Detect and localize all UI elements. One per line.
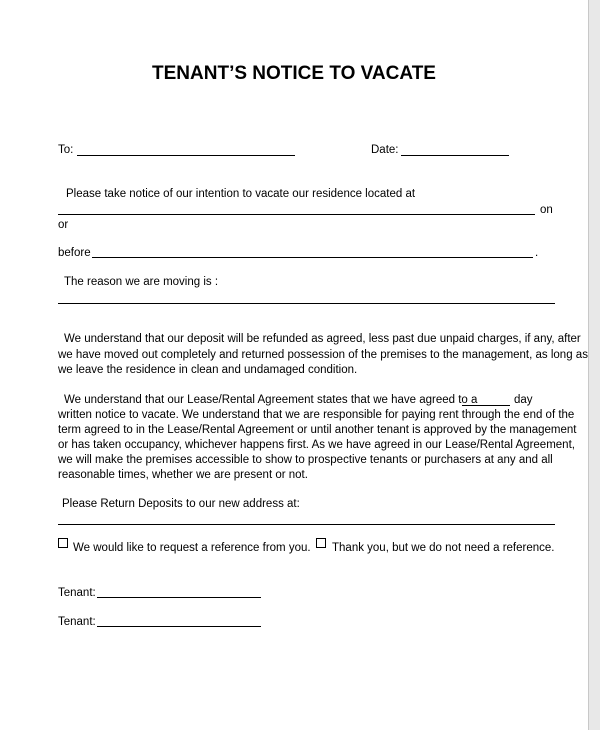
tenant-signature-field[interactable]	[97, 583, 261, 598]
on-label: on	[540, 204, 553, 216]
document-title: TENANT’S NOTICE TO VACATE	[152, 63, 436, 84]
no-reference-label: Thank you, but we do not need a reference.	[332, 542, 555, 554]
deposit-paragraph-line: we leave the residence in clean and undamaged condition.	[58, 364, 358, 376]
to-field[interactable]	[77, 141, 295, 156]
tenant-label: Tenant:	[58, 587, 96, 599]
return-deposit-label: Please Return Deposits to our new address at:	[62, 498, 300, 510]
before-label: before	[58, 247, 91, 259]
period: .	[535, 247, 539, 259]
lease-paragraph-line: we will make the premises accessible to show to prospective tenants or purchasers at any and all	[58, 454, 553, 466]
tenant-label: Tenant:	[58, 616, 96, 628]
tenant-signature-field[interactable]	[97, 612, 261, 627]
reason-field[interactable]	[58, 289, 555, 304]
request-reference-checkbox[interactable]	[58, 538, 68, 548]
intro-text: Please take notice of our intention to vacate our residence located at	[66, 188, 416, 200]
residence-address-field[interactable]	[58, 200, 535, 215]
lease-paragraph-line: or has taken occupancy, whichever happens first. As we have agreed in our Lease/Rental Agreement,	[58, 439, 575, 451]
deposit-paragraph-line: we have moved out completely and returned possession of the premises to the management, as long as	[58, 349, 588, 361]
lease-paragraph-line: written notice to vacate. We understand that we are responsible for paying rent through the end of the	[58, 409, 575, 421]
lease-paragraph-line: term agreed to in the Lease/Rental Agreement or until another tenant is approved by the management	[58, 424, 577, 436]
before-date-field[interactable]	[92, 243, 533, 258]
lease-paragraph-line: We understand that our Lease/Rental Agreement states that we have agreed to a	[64, 394, 478, 406]
no-reference-checkbox[interactable]	[316, 538, 326, 548]
to-label: To:	[58, 144, 74, 156]
lease-paragraph-line: reasonable times, whether we are present or not.	[58, 469, 308, 481]
date-label: Date:	[371, 144, 399, 156]
or-label: or	[58, 219, 69, 231]
notice-days-field[interactable]	[462, 391, 510, 406]
reason-label: The reason we are moving is :	[64, 276, 219, 288]
lease-paragraph-line: day	[514, 394, 533, 406]
new-address-field[interactable]	[58, 510, 555, 525]
deposit-paragraph-line: We understand that our deposit will be refunded as agreed, less past due unpaid charges, if any, after	[64, 333, 581, 345]
request-reference-label: We would like to request a reference from you.	[73, 542, 311, 554]
date-field[interactable]	[401, 141, 509, 156]
